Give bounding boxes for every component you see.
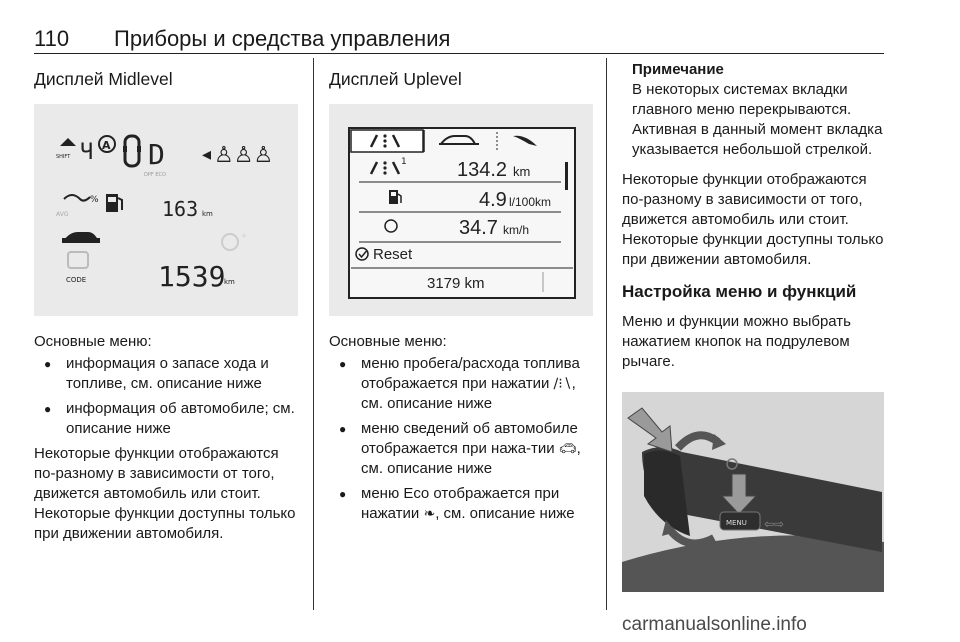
car-icon: 🚗︎ (558, 441, 577, 457)
svg-text:%: % (90, 195, 99, 205)
key-code-icon (68, 252, 88, 268)
watermark: carmanualsonline.info (622, 614, 807, 635)
svg-text:1: 1 (401, 157, 407, 167)
page-number: 110 (34, 26, 70, 51)
code-label: CODE (66, 276, 87, 284)
car-icon (62, 232, 100, 243)
list-item: ● меню сведений об автомобиле отображается при нажа-тии 🚗︎, см. описание ниже (329, 419, 593, 479)
odometer-value: 1539 (158, 260, 226, 293)
steering-lever-figure (622, 392, 884, 592)
fuel-pump-icon (106, 194, 122, 212)
eco-leaf-icon: ❧ (423, 506, 436, 522)
oil-temp-icon (64, 195, 99, 205)
autostop-icon (99, 136, 115, 152)
page-header (34, 22, 884, 54)
svg-text:♙♙♙: ♙♙♙ (214, 143, 274, 168)
digital-gear-icon: D (148, 138, 165, 171)
consumption-unit: l/100km (509, 195, 552, 209)
scroll-indicator (565, 162, 568, 190)
odometer-value: 3179 km (427, 275, 485, 292)
trip-fuel-icon: ∕⁝∖ (553, 376, 572, 392)
paragraph: Некоторые функции отображаются по-разному в зависимости от того, движется автомобиль или стоит. Некоторые функции доступны только при движении автомобиля. (622, 171, 884, 268)
main-menus-list (329, 354, 593, 524)
odometer-unit: km (224, 278, 235, 286)
reset-label: Reset (373, 246, 413, 263)
paragraph: Некоторые функции отображаются по-разному в зависимости от того, движется автомобиль или стоит. Некоторые функции доступны только при движении автомобиля. (34, 445, 296, 542)
trip-unit: km (513, 164, 531, 179)
midlevel-display-figure (34, 104, 298, 316)
column-uplevel (329, 60, 593, 529)
seatbelt-icons (202, 143, 273, 168)
tab-trip-fuel (351, 130, 423, 152)
svg-text:◂: ◂ (202, 144, 212, 165)
arrow-icons: ⇦⇨ (764, 517, 785, 531)
column-note (622, 60, 887, 592)
list-item: ● меню Eco отображается при нажатии ❧, см. описание ниже (329, 484, 593, 524)
door-open-icon (123, 136, 141, 166)
main-menus-list (34, 354, 300, 439)
chapter-title: Приборы и средства управления (114, 26, 451, 51)
speed-value: 34.7 (459, 217, 498, 239)
shift-arrow-icon (56, 138, 76, 160)
svg-text:A: A (102, 139, 111, 152)
subheading-menu-settings: Настройка меню и функций (622, 282, 857, 301)
caption-main-menus: Основные меню: (34, 333, 152, 350)
paragraph: Меню и функции можно выбрать нажатием кнопок на подрулевом рычаге. (622, 313, 851, 370)
shift-label: SHIFT (56, 154, 71, 160)
column-divider (606, 58, 607, 610)
range-value: 163 (162, 197, 199, 221)
gear-indicator-icon: Ч (80, 140, 94, 165)
uplevel-display-figure (329, 104, 593, 316)
note-body: В некоторых системах вкладки главного меню перекрываются. Активная в данный момент вкладка указывается небольшой стрелкой. (632, 81, 883, 158)
menu-label: MENU (726, 519, 747, 527)
list-item: ● информация об автомобиле; см. описание ниже (34, 399, 300, 439)
column-divider (313, 58, 314, 610)
note-title: Примечание (632, 61, 724, 78)
caption-main-menus: Основные меню: (329, 333, 447, 350)
list-item: ● меню пробега/расхода топлива отображается при нажатии ∕⁝∖, см. описание ниже (329, 354, 593, 414)
dpf-label: DPF ECO (144, 172, 166, 178)
section-heading-midlevel: Дисплей Midlevel (34, 69, 173, 89)
avg-label: AVG (56, 211, 69, 218)
list-item: ● информация о запасе хода и топливе, см. описание ниже (34, 354, 300, 394)
svg-text:+: + (241, 232, 247, 240)
speed-unit: km/h (503, 223, 530, 237)
section-heading-uplevel: Дисплей Uplevel (329, 69, 462, 89)
trip-value: 134.2 (457, 159, 508, 181)
column-midlevel (34, 60, 300, 544)
range-unit: km (202, 210, 213, 218)
consumption-value: 4.9 (479, 189, 507, 211)
service-wrench-icon (222, 232, 247, 250)
